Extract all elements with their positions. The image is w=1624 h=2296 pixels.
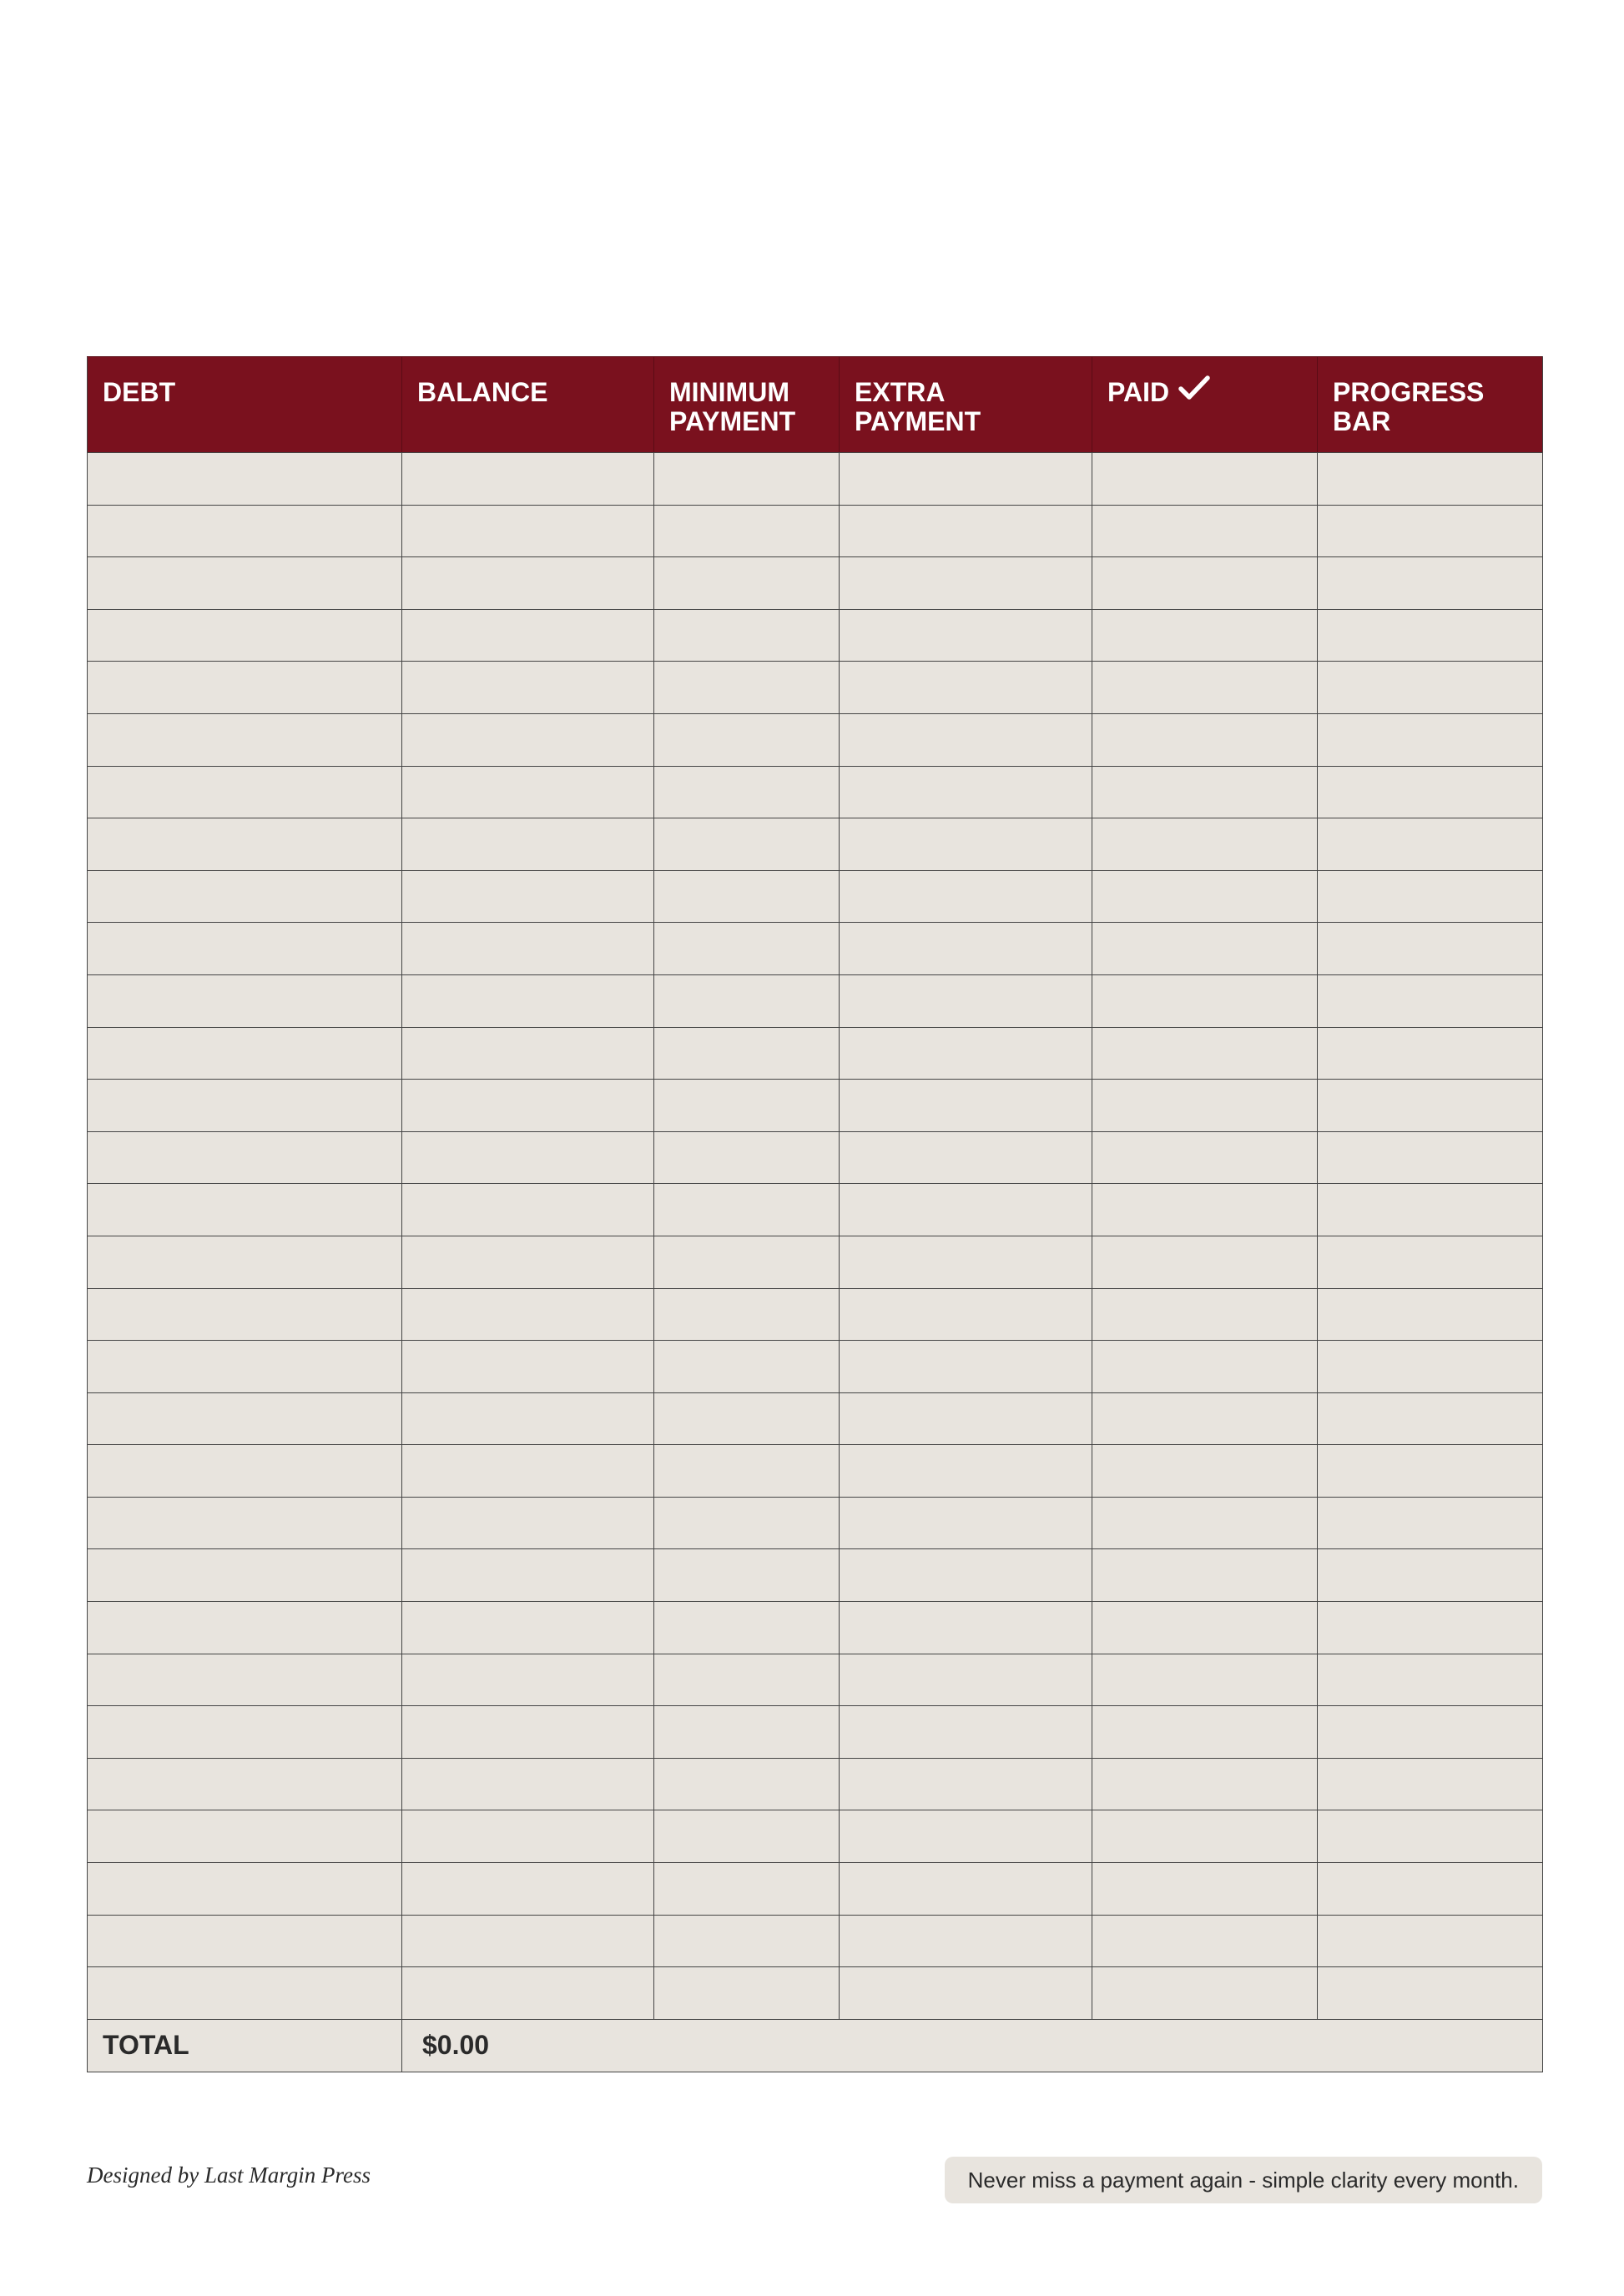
cell-minimum-payment[interactable] (654, 1602, 840, 1654)
cell-minimum-payment[interactable] (654, 1810, 840, 1863)
cell-debt[interactable] (88, 818, 402, 871)
header-label-line2: PAYMENT (855, 406, 981, 436)
cell-extra-payment[interactable] (840, 1445, 1092, 1498)
cell-paid[interactable] (1092, 1654, 1318, 1706)
cell-minimum-payment[interactable] (654, 974, 840, 1027)
cell-extra-payment[interactable] (840, 923, 1092, 975)
header-label-line1: PROGRESS (1333, 377, 1485, 407)
cell-minimum-payment[interactable] (654, 1131, 840, 1184)
cell-extra-payment[interactable] (840, 1392, 1092, 1445)
table-row (88, 1392, 1543, 1445)
cell-extra-payment[interactable] (840, 1810, 1092, 1863)
table-row (88, 1863, 1543, 1916)
tagline-badge: Never miss a payment again - simple clarity every month. (945, 2157, 1542, 2203)
debt-tracker-table (87, 356, 1543, 2072)
cell-minimum-payment[interactable] (654, 662, 840, 714)
cell-progress-bar[interactable] (1318, 766, 1543, 818)
cell-debt[interactable] (88, 609, 402, 662)
header-label: PAID (1107, 377, 1170, 407)
cell-balance[interactable] (402, 1288, 654, 1341)
column-header-paid (1092, 357, 1318, 453)
cell-balance[interactable] (402, 662, 654, 714)
cell-paid[interactable] (1092, 1445, 1318, 1498)
column-header-extra-payment (840, 357, 1092, 453)
cell-progress-bar[interactable] (1318, 1549, 1543, 1602)
cell-debt[interactable] (88, 713, 402, 766)
cell-balance[interactable] (402, 1810, 654, 1863)
cell-extra-payment[interactable] (840, 662, 1092, 714)
column-header-debt (88, 357, 402, 453)
cell-debt[interactable] (88, 1288, 402, 1341)
cell-debt[interactable] (88, 505, 402, 557)
cell-debt[interactable] (88, 1758, 402, 1810)
cell-balance[interactable] (402, 1184, 654, 1236)
table-row (88, 1967, 1543, 2020)
header-label: DEBT (103, 377, 176, 407)
table-row (88, 766, 1543, 818)
cell-debt[interactable] (88, 1967, 402, 2020)
cell-debt[interactable] (88, 1027, 402, 1080)
cell-minimum-payment[interactable] (654, 505, 840, 557)
cell-progress-bar[interactable] (1318, 923, 1543, 975)
cell-progress-bar[interactable] (1318, 1810, 1543, 1863)
cell-paid[interactable] (1092, 453, 1318, 506)
table-row (88, 609, 1543, 662)
cell-paid[interactable] (1092, 557, 1318, 610)
cell-balance[interactable] (402, 1706, 654, 1759)
cell-minimum-payment[interactable] (654, 609, 840, 662)
cell-extra-payment[interactable] (840, 1654, 1092, 1706)
table-row (88, 870, 1543, 923)
cell-paid[interactable] (1092, 1288, 1318, 1341)
cell-extra-payment[interactable] (840, 818, 1092, 871)
cell-balance[interactable] (402, 1863, 654, 1916)
cell-extra-payment[interactable] (840, 1184, 1092, 1236)
cell-extra-payment[interactable] (840, 1967, 1092, 2020)
cell-minimum-payment[interactable] (654, 818, 840, 871)
cell-balance[interactable] (402, 1915, 654, 1967)
total-label: TOTAL (88, 2019, 402, 2072)
cell-paid[interactable] (1092, 713, 1318, 766)
cell-progress-bar[interactable] (1318, 1341, 1543, 1393)
cell-extra-payment[interactable] (840, 1131, 1092, 1184)
cell-progress-bar[interactable] (1318, 713, 1543, 766)
cell-debt[interactable] (88, 1706, 402, 1759)
cell-debt[interactable] (88, 1131, 402, 1184)
cell-balance[interactable] (402, 1080, 654, 1132)
cell-debt[interactable] (88, 1445, 402, 1498)
cell-paid[interactable] (1092, 1758, 1318, 1810)
cell-balance[interactable] (402, 923, 654, 975)
table-row (88, 1080, 1543, 1132)
cell-extra-payment[interactable] (840, 713, 1092, 766)
column-header-balance (402, 357, 654, 453)
cell-extra-payment[interactable] (840, 1758, 1092, 1810)
cell-extra-payment[interactable] (840, 1236, 1092, 1288)
header-row (88, 357, 1543, 453)
header-label-line1: MINIMUM (669, 377, 789, 407)
cell-paid[interactable] (1092, 1915, 1318, 1967)
designer-credit: Designed by Last Margin Press (87, 2163, 371, 2188)
table-row (88, 1549, 1543, 1602)
cell-paid[interactable] (1092, 974, 1318, 1027)
cell-minimum-payment[interactable] (654, 1392, 840, 1445)
cell-paid[interactable] (1092, 1863, 1318, 1916)
cell-balance[interactable] (402, 713, 654, 766)
cell-paid[interactable] (1092, 1236, 1318, 1288)
cell-debt[interactable] (88, 1497, 402, 1549)
cell-balance[interactable] (402, 505, 654, 557)
cell-paid[interactable] (1092, 1392, 1318, 1445)
cell-balance[interactable] (402, 1967, 654, 2020)
cell-minimum-payment[interactable] (654, 1706, 840, 1759)
cell-paid[interactable] (1092, 818, 1318, 871)
cell-debt[interactable] (88, 923, 402, 975)
cell-progress-bar[interactable] (1318, 1184, 1543, 1236)
cell-debt[interactable] (88, 1654, 402, 1706)
cell-progress-bar[interactable] (1318, 1602, 1543, 1654)
table-row (88, 713, 1543, 766)
cell-debt[interactable] (88, 1549, 402, 1602)
cell-extra-payment[interactable] (840, 609, 1092, 662)
table-row (88, 1445, 1543, 1498)
cell-debt[interactable] (88, 1184, 402, 1236)
cell-debt[interactable] (88, 557, 402, 610)
cell-minimum-payment[interactable] (654, 1654, 840, 1706)
table-row (88, 1654, 1543, 1706)
cell-debt[interactable] (88, 1236, 402, 1288)
cell-balance[interactable] (402, 1236, 654, 1288)
cell-minimum-payment[interactable] (654, 453, 840, 506)
table-row (88, 1810, 1543, 1863)
cell-debt[interactable] (88, 662, 402, 714)
cell-progress-bar[interactable] (1318, 505, 1543, 557)
cell-balance[interactable] (402, 557, 654, 610)
cell-paid[interactable] (1092, 1706, 1318, 1759)
table-row (88, 1184, 1543, 1236)
cell-progress-bar[interactable] (1318, 1915, 1543, 1967)
cell-progress-bar[interactable] (1318, 1863, 1543, 1916)
cell-debt[interactable] (88, 1915, 402, 1967)
cell-debt[interactable] (88, 1810, 402, 1863)
table-row (88, 818, 1543, 871)
cell-progress-bar[interactable] (1318, 1445, 1543, 1498)
cell-progress-bar[interactable] (1318, 1497, 1543, 1549)
checkmark-icon (1178, 375, 1211, 401)
cell-minimum-payment[interactable] (654, 1184, 840, 1236)
cell-balance[interactable] (402, 1602, 654, 1654)
header-label-line2: BAR (1333, 406, 1391, 436)
cell-progress-bar[interactable] (1318, 1758, 1543, 1810)
cell-balance[interactable] (402, 1549, 654, 1602)
cell-minimum-payment[interactable] (654, 1288, 840, 1341)
cell-paid[interactable] (1092, 766, 1318, 818)
cell-extra-payment[interactable] (840, 453, 1092, 506)
cell-paid[interactable] (1092, 505, 1318, 557)
cell-paid[interactable] (1092, 1602, 1318, 1654)
cell-minimum-payment[interactable] (654, 1445, 840, 1498)
table-row (88, 1602, 1543, 1654)
table-row (88, 1236, 1543, 1288)
cell-balance[interactable] (402, 1445, 654, 1498)
cell-progress-bar[interactable] (1318, 870, 1543, 923)
table-row (88, 557, 1543, 610)
cell-minimum-payment[interactable] (654, 557, 840, 610)
cell-extra-payment[interactable] (840, 1341, 1092, 1393)
cell-extra-payment[interactable] (840, 870, 1092, 923)
header-label: BALANCE (417, 377, 548, 407)
cell-paid[interactable] (1092, 609, 1318, 662)
cell-minimum-payment[interactable] (654, 713, 840, 766)
cell-minimum-payment[interactable] (654, 1549, 840, 1602)
cell-progress-bar[interactable] (1318, 1967, 1543, 2020)
cell-debt[interactable] (88, 1602, 402, 1654)
cell-progress-bar[interactable] (1318, 1027, 1543, 1080)
cell-extra-payment[interactable] (840, 974, 1092, 1027)
cell-progress-bar[interactable] (1318, 974, 1543, 1027)
cell-balance[interactable] (402, 609, 654, 662)
cell-minimum-payment[interactable] (654, 1080, 840, 1132)
cell-minimum-payment[interactable] (654, 1915, 840, 1967)
cell-minimum-payment[interactable] (654, 1341, 840, 1393)
cell-debt[interactable] (88, 453, 402, 506)
cell-debt[interactable] (88, 1392, 402, 1445)
cell-minimum-payment[interactable] (654, 923, 840, 975)
cell-progress-bar[interactable] (1318, 453, 1543, 506)
cell-balance[interactable] (402, 1497, 654, 1549)
cell-minimum-payment[interactable] (654, 1497, 840, 1549)
table-row (88, 1706, 1543, 1759)
cell-minimum-payment[interactable] (654, 1967, 840, 2020)
cell-extra-payment[interactable] (840, 1915, 1092, 1967)
table-row (88, 662, 1543, 714)
cell-paid[interactable] (1092, 870, 1318, 923)
cell-extra-payment[interactable] (840, 1863, 1092, 1916)
cell-minimum-payment[interactable] (654, 1863, 840, 1916)
cell-balance[interactable] (402, 870, 654, 923)
cell-balance[interactable] (402, 1027, 654, 1080)
cell-progress-bar[interactable] (1318, 662, 1543, 714)
cell-balance[interactable] (402, 766, 654, 818)
cell-paid[interactable] (1092, 923, 1318, 975)
cell-debt[interactable] (88, 1080, 402, 1132)
table-row (88, 453, 1543, 506)
cell-extra-payment[interactable] (840, 1080, 1092, 1132)
table-row (88, 1758, 1543, 1810)
cell-progress-bar[interactable] (1318, 1706, 1543, 1759)
header-label-line1: EXTRA (855, 377, 946, 407)
cell-paid[interactable] (1092, 1341, 1318, 1393)
cell-paid[interactable] (1092, 1497, 1318, 1549)
header-label-line2: PAYMENT (669, 406, 796, 436)
cell-minimum-payment[interactable] (654, 766, 840, 818)
cell-progress-bar[interactable] (1318, 1654, 1543, 1706)
cell-extra-payment[interactable] (840, 1288, 1092, 1341)
cell-balance[interactable] (402, 974, 654, 1027)
cell-progress-bar[interactable] (1318, 557, 1543, 610)
cell-paid[interactable] (1092, 1967, 1318, 2020)
cell-progress-bar[interactable] (1318, 1392, 1543, 1445)
cell-minimum-payment[interactable] (654, 870, 840, 923)
cell-paid[interactable] (1092, 1080, 1318, 1132)
column-header-progress-bar (1318, 357, 1543, 453)
debt-tracker-sheet (87, 356, 1542, 2072)
cell-extra-payment[interactable] (840, 1497, 1092, 1549)
cell-paid[interactable] (1092, 1184, 1318, 1236)
table-row (88, 1131, 1543, 1184)
table-body (88, 453, 1543, 2020)
cell-minimum-payment[interactable] (654, 1758, 840, 1810)
cell-debt[interactable] (88, 974, 402, 1027)
cell-paid[interactable] (1092, 1549, 1318, 1602)
table-row (88, 1915, 1543, 1967)
cell-minimum-payment[interactable] (654, 1027, 840, 1080)
cell-extra-payment[interactable] (840, 1027, 1092, 1080)
cell-progress-bar[interactable] (1318, 609, 1543, 662)
cell-balance[interactable] (402, 1392, 654, 1445)
cell-extra-payment[interactable] (840, 1602, 1092, 1654)
cell-minimum-payment[interactable] (654, 1236, 840, 1288)
cell-progress-bar[interactable] (1318, 818, 1543, 871)
total-row (88, 2019, 1543, 2072)
cell-paid[interactable] (1092, 1027, 1318, 1080)
cell-debt[interactable] (88, 1863, 402, 1916)
cell-progress-bar[interactable] (1318, 1236, 1543, 1288)
total-value: $0.00 (402, 2019, 1543, 2072)
cell-paid[interactable] (1092, 662, 1318, 714)
cell-extra-payment[interactable] (840, 1706, 1092, 1759)
cell-balance[interactable] (402, 818, 654, 871)
cell-extra-payment[interactable] (840, 505, 1092, 557)
cell-balance[interactable] (402, 1654, 654, 1706)
table-row (88, 974, 1543, 1027)
cell-debt[interactable] (88, 870, 402, 923)
cell-extra-payment[interactable] (840, 1549, 1092, 1602)
cell-balance[interactable] (402, 453, 654, 506)
cell-paid[interactable] (1092, 1131, 1318, 1184)
cell-debt[interactable] (88, 1341, 402, 1393)
cell-progress-bar[interactable] (1318, 1080, 1543, 1132)
cell-balance[interactable] (402, 1131, 654, 1184)
table-row (88, 1027, 1543, 1080)
table-row (88, 505, 1543, 557)
table-row (88, 1497, 1543, 1549)
cell-progress-bar[interactable] (1318, 1131, 1543, 1184)
table-row (88, 1288, 1543, 1341)
cell-extra-payment[interactable] (840, 557, 1092, 610)
cell-progress-bar[interactable] (1318, 1288, 1543, 1341)
cell-balance[interactable] (402, 1341, 654, 1393)
table-row (88, 923, 1543, 975)
cell-debt[interactable] (88, 766, 402, 818)
cell-paid[interactable] (1092, 1810, 1318, 1863)
table-row (88, 1341, 1543, 1393)
cell-extra-payment[interactable] (840, 766, 1092, 818)
column-header-minimum-payment (654, 357, 840, 453)
cell-balance[interactable] (402, 1758, 654, 1810)
